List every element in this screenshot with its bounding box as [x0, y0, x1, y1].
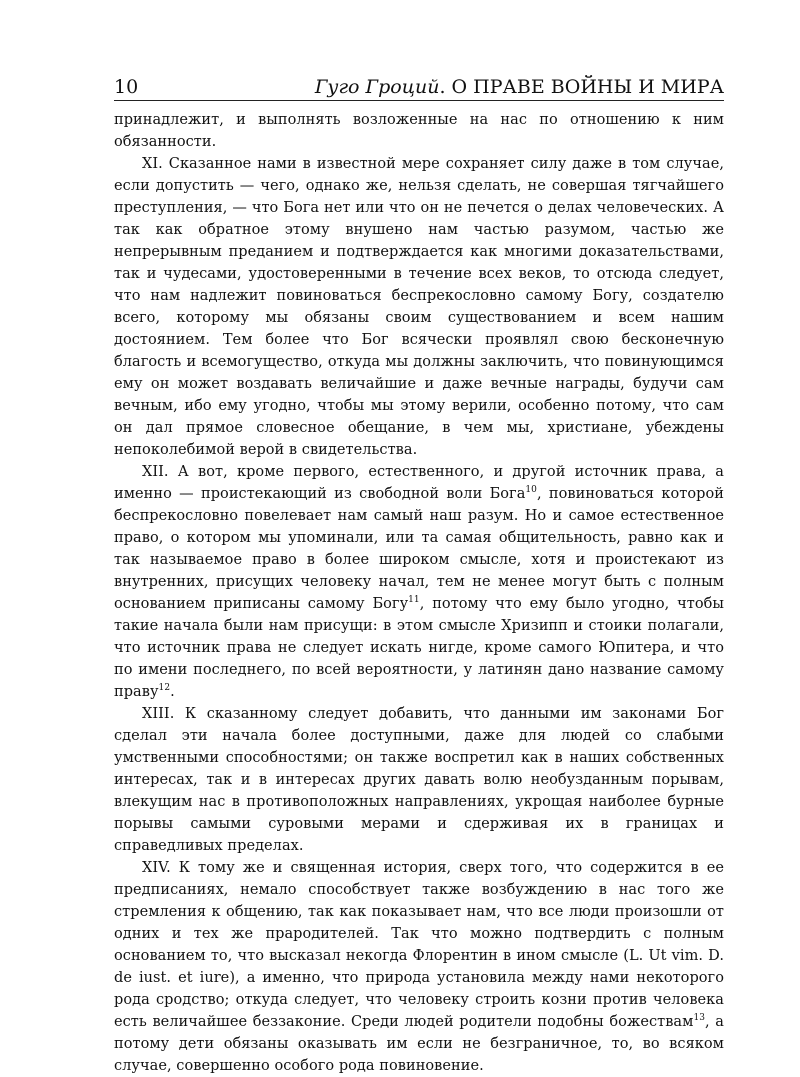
running-header — [114, 70, 724, 101]
footnote-ref: 13 — [693, 1013, 706, 1024]
paragraph-xiv — [114, 857, 724, 1077]
book-title: О ПРАВЕ ВОЙНЫ И МИРА — [451, 76, 724, 98]
paragraph-text: XIV. К тому же и священная история, сверх того, что содержится в ее предписаниях, немало способствует также возбуждению в нас того же стремления к общению, так как показывает нам, что все люди произошли от одних и тех же прародителей. Так что можно подтвердить с полным основанием то, что высказал некогда Флорентин в ином смысле (L. Ut vim. D. de iust. et iure), а именно, что природа установила между нами некоторого рода сродство; откуда следует, что человеку строить козни против человека есть величайшее беззаконие. Среди людей родители подобны божествам — [114, 860, 724, 1030]
paragraph-text: , повиноваться которой беспрекословно повелевает нам самый наш разум. Но и самое естественное право, о котором мы упоминали, или та самая общительность, равно как и так называемое право в более широком смысле, хотя и проистекают из внутренних, присущих человеку начал, тем не менее могут быть с полным основанием приписаны самому Богу — [114, 486, 724, 612]
footnote-ref: 11 — [408, 595, 420, 606]
paragraph-text: . — [170, 684, 175, 700]
paragraph-xiii: XIII. К сказанному следует добавить, что данными им законами Бог сделал эти начала более доступными, даже для людей со слабыми умственными способностями; он также воспретил как в наших собственных интересах, так и в интересах других давать волю необузданным порывам, влекущим нас в противоположных направлениях, укрощая наиболее бурные порывы самыми суровыми мерами и сдерживая их в границах и справедливых пределах. — [114, 706, 724, 854]
paragraph-xii — [114, 461, 724, 703]
paragraph-text: , потому что ему было угодно, чтобы такие начала были нам присущи: в этом смысле Хризипп и стоики полагали, что источник права не следует искать нигде, кроме самого Юпитера, и что по имени последнего, по всей вероятности, у латинян дано название самому праву — [114, 596, 724, 700]
title-separator: . — [439, 76, 452, 98]
footnote-ref: 10 — [525, 485, 537, 496]
author-name: Гуго Гроций — [314, 76, 440, 98]
paragraph-xi: XI. Сказанное нами в известной мере сохраняет силу даже в том случае, если допустить — чего, однако же, нельзя сделать, не совершая тягчайшего преступления, — что Бога нет или что он не печется о делах человеческих. А так как обратное этому внушено нам частью разумом, частью же непрерывным преданием и подтверждается как многими доказательствами, так и чудесами, удостоверенными в течение всех веков, то отсюда следует, что нам надлежит повиноваться беспрекословно самому Богу, создателю всего, которому мы обязаны своим существованием и всем нашим достоянием. Тем более что Бог всячески проявлял свою бесконечную благость и всемогущество, откуда мы должны заключить, что повинующимся ему он может воздавать величайшие и даже вечные награды, будучи сам вечным, ибо ему угодно, чтобы мы этому верили, особенно потому, что сам он дал прямое словесное обещание, в чем мы, христиане, убеждены непоколебимой верой в свидетельства. — [114, 156, 724, 458]
page-number: 10 — [114, 76, 139, 98]
footnote-ref: 12 — [158, 683, 171, 694]
running-title — [315, 76, 724, 98]
book-page — [114, 70, 724, 1077]
body-text — [114, 109, 724, 1077]
paragraph-text: , а потому дети обязаны оказывать им если не безграничное, то, во всяком случае, совершенно особого рода повиновение. — [114, 1014, 724, 1074]
paragraph-text: XII. А вот, кроме первого, естественного, и другой источник права, а именно — проистекающий из свободной воли Бога — [114, 464, 724, 502]
paragraph-continuation: принадлежит, и выполнять возложенные на нас по отношению к ним обязанности. — [114, 112, 724, 150]
